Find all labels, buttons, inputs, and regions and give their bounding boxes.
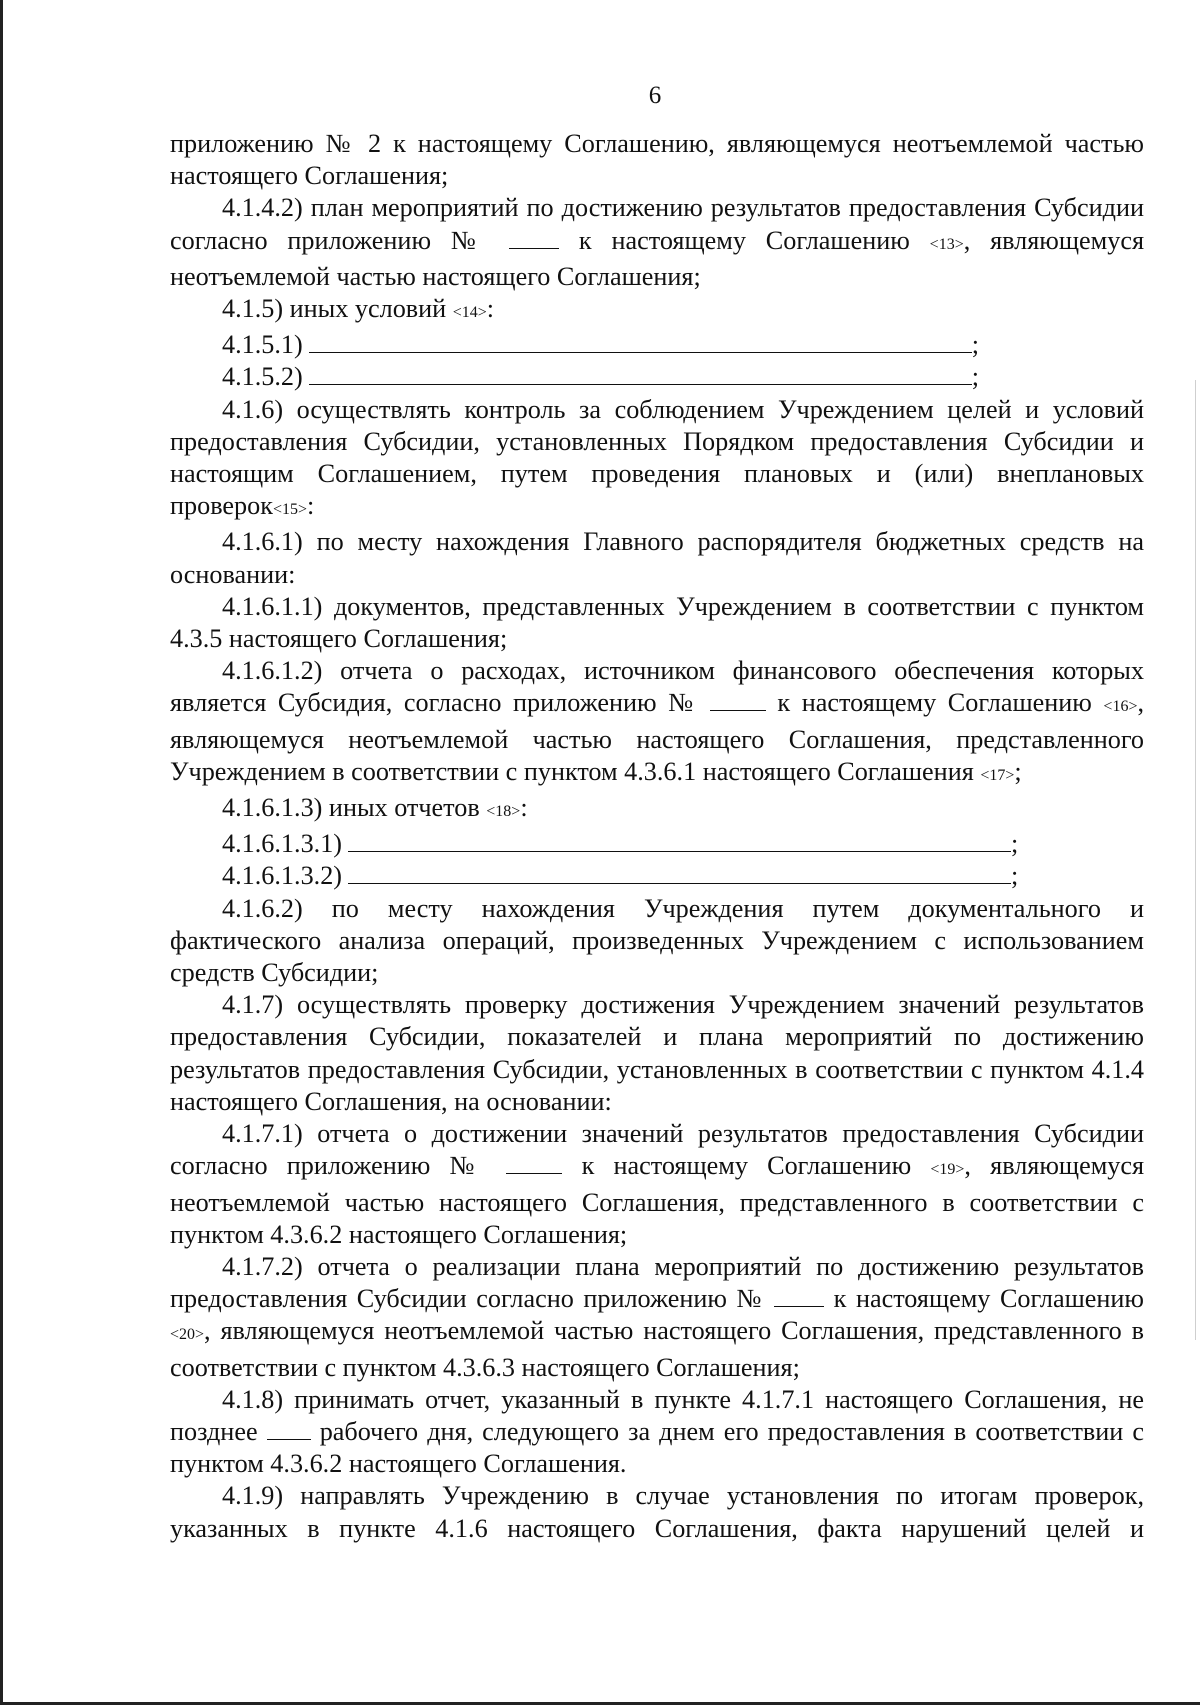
paragraph-4-1-6: 4.1.6) осуществлять контроль за соблюдением Учреждением целей и условий предоставления Субсидии, установленных Порядком предоставления Субсидии и настоящим Соглашением, путем проведения плановых и (или) внеплановых проверок<15>:	[170, 394, 1144, 521]
paragraph-4-1-6-1-2: 4.1.6.1.2) отчета о расходах, источником финансового обеспечения которых является Субсидия, согласно приложению № к настоящему Соглашению <16>, являющемуся неотъемлемой частью настоящего Соглашения, представленного Учреждением в соответствии с пунктом 4.3.6.1 настоящего Соглашения <17>;	[170, 656, 1145, 786]
fill-line-4-1-5-1: 4.1.5.1) ;	[222, 330, 980, 360]
blank-line	[309, 330, 972, 353]
paragraph-4-1-6-2: 4.1.6.2) по месту нахождения Учреждения путем документального и фактического анализа операций, произведенных Учреждением с использованием средств Субсидии;	[170, 893, 1144, 988]
footnote-ref: <16>	[1103, 698, 1138, 716]
footnote-ref: <15>	[272, 501, 307, 519]
blank-field	[506, 1153, 562, 1174]
footnote-ref: <13>	[929, 235, 964, 253]
paragraph-4-1-7-1: 4.1.7.1) отчета о достижении значений результатов предоставления Субсидии согласно приложению № к настоящему Соглашению <19>, являющемуся неотъемлемой частью настоящего Соглашения, представленного в соответствии с пунктом 4.3.6.2 настоящего Соглашения;	[170, 1119, 1145, 1249]
fill-line-4-1-5-2: 4.1.5.2) ;	[222, 362, 980, 392]
paragraph-4-1-6-1: 4.1.6.1) по месту нахождения Главного распорядителя бюджетных средств на основании:	[170, 527, 1144, 589]
paragraph-4-1-4-2: 4.1.4.2) план мероприятий по достижению результатов предоставления Субсидии согласно приложению № к настоящему Соглашению <13>, являющемуся неотъемлемой частью настоящего Соглашения;	[170, 193, 1144, 291]
scan-edge-left	[0, 0, 3, 1705]
footnote-ref: <14>	[452, 304, 487, 322]
blank-line	[348, 829, 1011, 852]
footnote-ref: <17>	[980, 766, 1015, 784]
paragraph-4-1-7-2: 4.1.7.2) отчета о реализации плана мероприятий по достижению результатов предоставления Субсидии согласно приложению № к настоящему Соглашению <20>, являющемуся неотъемлемой частью настоящего Соглашения, представленного в соответствии с пунктом 4.3.6.3 настоящего Соглашения;	[170, 1251, 1144, 1382]
document-body	[170, 128, 1144, 1545]
fill-line-4-1-6-1-3-2: 4.1.6.1.3.2) ;	[222, 861, 1019, 891]
paragraph-4-1-6-1-3: 4.1.6.1.3) иных отчетов <18>:	[222, 793, 528, 823]
blank-line	[348, 861, 1011, 884]
page-number: 6	[648, 82, 662, 109]
paragraph-4-1-6-1-1: 4.1.6.1.1) документов, представленных Учреждением в соответствии с пунктом 4.3.5 настоящего Соглашения;	[170, 591, 1144, 654]
blank-field	[267, 1419, 311, 1440]
footnote-ref: <20>	[170, 1326, 205, 1344]
blank-field	[710, 690, 766, 711]
scan-artifact	[1195, 380, 1196, 1340]
fill-line-4-1-6-1-3-1: 4.1.6.1.3.1) ;	[222, 829, 1019, 859]
blank-field	[509, 228, 559, 249]
blank-line	[309, 362, 972, 385]
paragraph-4-1-5: 4.1.5) иных условий <14>:	[222, 294, 495, 324]
blank-field	[774, 1286, 824, 1307]
paragraph: приложению № 2 к настоящему Соглашению, являющемуся неотъемлемой частью настоящего Соглашения;	[170, 129, 1144, 191]
paragraph-4-1-9: 4.1.9) направлять Учреждению в случае установления по итогам проверок, указанных в пункте 4.1.6 настоящего Соглашения, факта нарушений целей и	[170, 1481, 1144, 1543]
paragraph-4-1-7: 4.1.7) осуществлять проверку достижения Учреждением значений результатов предоставления Субсидии, показателей и плана мероприятий по достижению результатов предоставления Субсидии, установленных в соответствии с пунктом 4.1.4 настоящего Соглашения, на основании:	[170, 990, 1144, 1116]
footnote-ref: <18>	[486, 803, 521, 821]
paragraph-4-1-8: 4.1.8) принимать отчет, указанный в пункте 4.1.7.1 настоящего Соглашения, не позднее рабочего дня, следующего за днем его предоставления в соответствии с пунктом 4.3.6.2 настоящего Соглашения.	[170, 1384, 1145, 1479]
footnote-ref: <19>	[930, 1161, 965, 1179]
